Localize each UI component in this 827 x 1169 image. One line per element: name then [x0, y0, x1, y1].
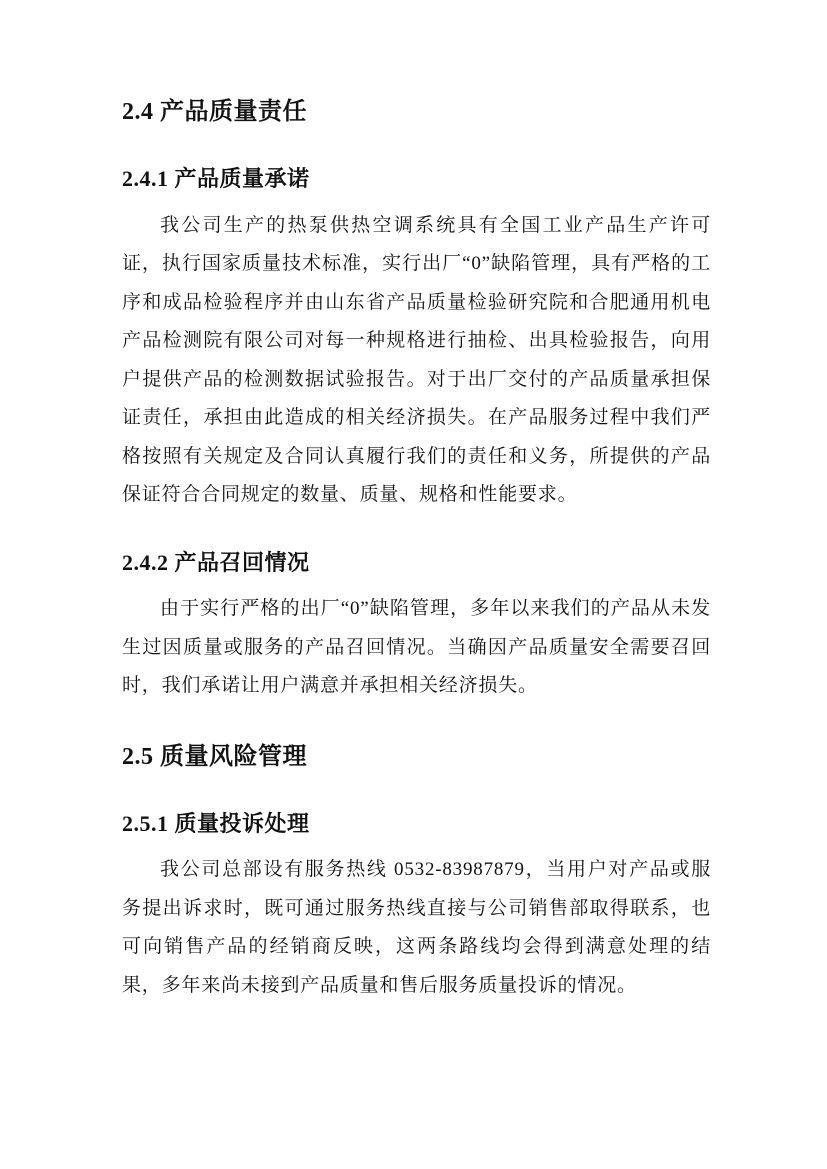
paragraph-product-quality-commitment: 我公司生产的热泵供热空调系统具有全国工业产品生产许可证，执行国家质量技术标准，实行出厂“0”缺陷管理，具有严格的工序和成品检验程序并由山东省产品质量检验研究院和合肥通用机电产品检测院有限公司对每一种规格进行抽检、出具检验报告，向用户提供产品的检测数据试验报告。对于出厂交付的产品质量承担保证责任，承担由此造成的相关经济损失。在产品服务过程中我们严格按照有关规定及合同认真履行我们的责任和义务，所提供的产品保证符合合同规定的数量、质量、规格和性能要求。 [122, 214, 711, 505]
paragraph-product-recall-status: 由于实行严格的出厂“0”缺陷管理，多年以来我们的产品从未发生过因质量或服务的产品召回情况。当确因产品质量安全需要召回时，我们承诺让用户满意并承担相关经济损失。 [122, 598, 711, 696]
subsection-heading-product-recall-status: 2.4.2 产品召回情况 [122, 549, 310, 575]
document-content [122, 97, 711, 1005]
paragraph-quality-complaint-handling: 我公司总部设有服务热线 0532-83987879，当用户对产品或服务提出诉求时，既可通过服务热线直接与公司销售部取得联系，也可向销售产品的经销商反映，这两条路线均会得到满意处理的结果，多年来尚未接到产品质量和售后服务质量投诉的情况。 [122, 859, 711, 996]
section-heading-product-quality-responsibility: 2.4 产品质量责任 [122, 99, 307, 125]
section-heading-quality-risk-management: 2.5 质量风险管理 [122, 743, 307, 770]
subsection-heading-product-quality-commitment: 2.4.1 产品质量承诺 [122, 166, 310, 191]
subsection-heading-quality-complaint-handling: 2.5.1 质量投诉处理 [122, 810, 310, 836]
